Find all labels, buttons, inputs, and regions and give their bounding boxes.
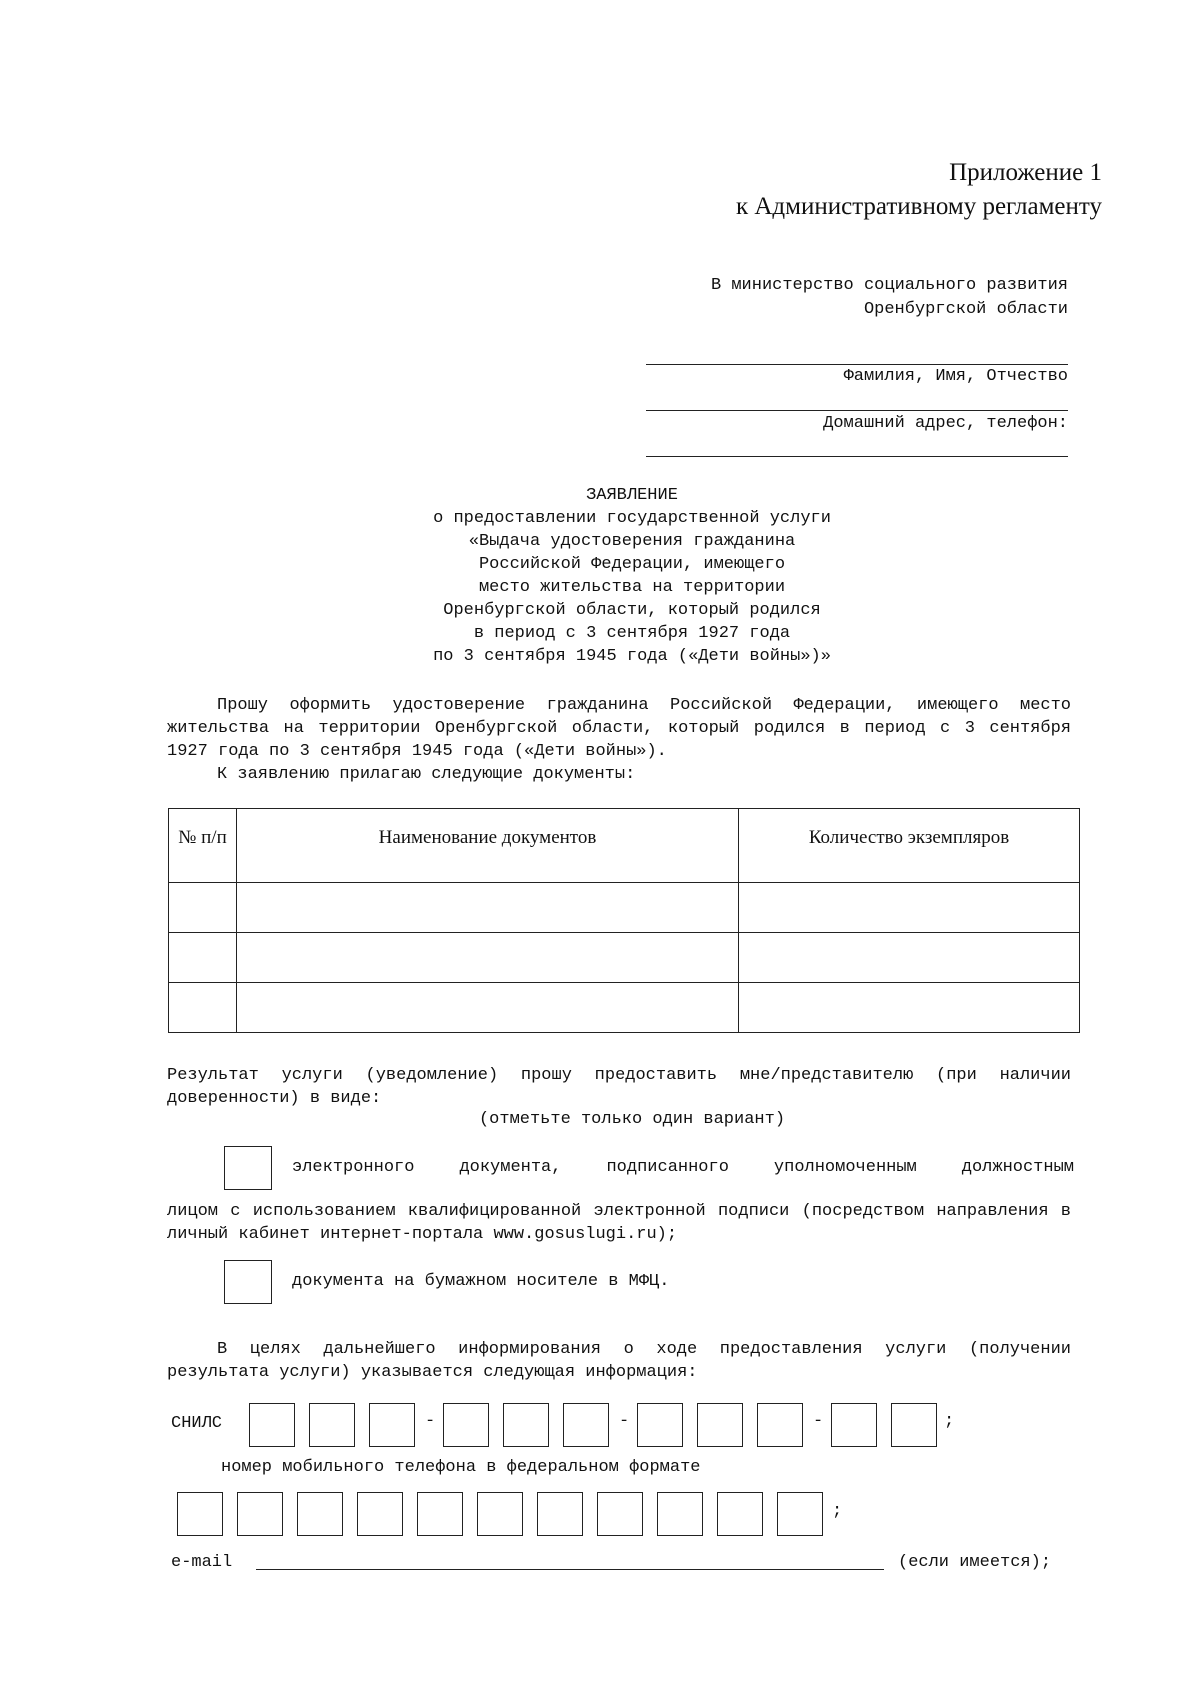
attachments-intro: К заявлению прилагаю следующие документы:: [217, 765, 636, 784]
table-cell[interactable]: [237, 983, 739, 1033]
snils-digit-cell[interactable]: [249, 1403, 295, 1447]
table-row: [169, 883, 1080, 933]
option-electronic-rest: лицом с использованием квалифицированной электронной подписи (посредством направления в личный кабинет интернет-портала www.gosuslugi.ru);: [167, 1202, 1071, 1244]
addressee-line-2: Оренбургской области: [863, 300, 1068, 319]
snils-digit-cell[interactable]: [503, 1403, 549, 1447]
table-cell[interactable]: [237, 933, 739, 983]
snils-digit-cell[interactable]: [891, 1403, 937, 1447]
table-cell[interactable]: [169, 983, 237, 1033]
phone-label: номер мобильного телефона в федеральном формате: [221, 1458, 701, 1477]
result-paragraph: Результат услуги (уведомление) прошу предоставить мне/представителю (при наличии доверенности) в виде:: [167, 1066, 1071, 1108]
snils-digit-cell[interactable]: [369, 1403, 415, 1447]
option-electronic-first-line: электронного документа, подписанного уполномоченным должностным: [292, 1158, 1074, 1177]
email-label: e-mail: [171, 1553, 233, 1572]
info-text: В целях дальнейшего информирования о ходе предоставления услуги (получении результата услуги) указывается следующая информация:: [167, 1340, 1071, 1382]
table-cell[interactable]: [739, 933, 1080, 983]
appendix-heading: [736, 156, 1102, 224]
electronic-document-checkbox[interactable]: [224, 1146, 272, 1190]
table-row: [169, 983, 1080, 1033]
snils-digit-cell[interactable]: [697, 1403, 743, 1447]
snils-digit-cell[interactable]: [443, 1403, 489, 1447]
snils-digit-cell[interactable]: [757, 1403, 803, 1447]
table-cell[interactable]: [739, 883, 1080, 933]
statement-heading: ЗАЯВЛЕНИЕ: [586, 486, 678, 505]
header-copies-count: Количество экземпляров: [739, 809, 1080, 883]
phone-digit-cell[interactable]: [717, 1492, 763, 1536]
table-cell[interactable]: [169, 933, 237, 983]
snils-separator: -: [425, 1412, 436, 1431]
email-note: (если имеется);: [898, 1553, 1052, 1572]
phone-digit-cell[interactable]: [177, 1492, 223, 1536]
statement-line: в период с 3 сентября 1927 года: [473, 624, 791, 643]
snils-separator: -: [619, 1412, 630, 1431]
snils-label: СНИЛС: [171, 1414, 223, 1433]
paper-document-checkbox[interactable]: [224, 1260, 272, 1304]
header-document-name: Наименование документов: [237, 809, 739, 883]
statement-line: «Выдача удостоверения гражданина: [468, 532, 796, 551]
phone-digit-cell[interactable]: [237, 1492, 283, 1536]
request-paragraph: [167, 694, 1071, 786]
statement-line: по 3 сентября 1945 года («Дети войны»)»: [433, 647, 831, 666]
phone-digit-cell[interactable]: [777, 1492, 823, 1536]
phone-digit-cell[interactable]: [657, 1492, 703, 1536]
option-paper-text: документа на бумажном носителе в МФЦ.: [292, 1272, 670, 1291]
statement-line: о предоставлении государственной услуги: [433, 509, 831, 528]
statement-title: [300, 484, 964, 668]
phone-digit-cell[interactable]: [537, 1492, 583, 1536]
request-text: Прошу оформить удостоверение гражданина Российской Федерации, имеющего место жительства на территории Оренбургской области, который родился в период с 3 сентября 1927 года по 3 сентября 1945 года («Дети войны»).: [167, 696, 1071, 761]
phone-digit-cell[interactable]: [417, 1492, 463, 1536]
phone-digit-cell[interactable]: [597, 1492, 643, 1536]
info-paragraph: [167, 1338, 1071, 1384]
phone-digit-cell[interactable]: [477, 1492, 523, 1536]
header-number: № п/п: [169, 809, 237, 883]
snils-digit-cell[interactable]: [831, 1403, 877, 1447]
appendix-line-1: Приложение 1: [949, 159, 1102, 186]
snils-digit-cell[interactable]: [563, 1403, 609, 1447]
result-note: (отметьте только один вариант): [478, 1110, 786, 1129]
snils-digit-cell[interactable]: [309, 1403, 355, 1447]
name-caption: Фамилия, Имя, Отчество: [843, 367, 1068, 386]
table-header-row: [169, 809, 1080, 883]
table-cell[interactable]: [237, 883, 739, 933]
statement-line: Российской Федерации, имеющего: [478, 555, 786, 574]
address-caption: Домашний адрес, телефон:: [823, 414, 1068, 433]
snils-digit-cell[interactable]: [637, 1403, 683, 1447]
table-cell[interactable]: [169, 883, 237, 933]
statement-line: место жительства на территории: [478, 578, 786, 597]
phone-digit-cell[interactable]: [297, 1492, 343, 1536]
addressee-line-1: В министерство социального развития: [710, 276, 1068, 295]
email-field[interactable]: [256, 1569, 884, 1570]
table-row: [169, 933, 1080, 983]
documents-table: [168, 808, 1080, 1033]
appendix-line-2: к Административному регламенту: [735, 193, 1102, 220]
table-cell[interactable]: [739, 983, 1080, 1033]
phone-digit-cell[interactable]: [357, 1492, 403, 1536]
statement-line: Оренбургской области, который родился: [443, 601, 821, 620]
snils-separator: -: [813, 1412, 824, 1431]
snils-end-semicolon: ;: [944, 1412, 955, 1431]
phone-end-semicolon: ;: [832, 1502, 843, 1521]
